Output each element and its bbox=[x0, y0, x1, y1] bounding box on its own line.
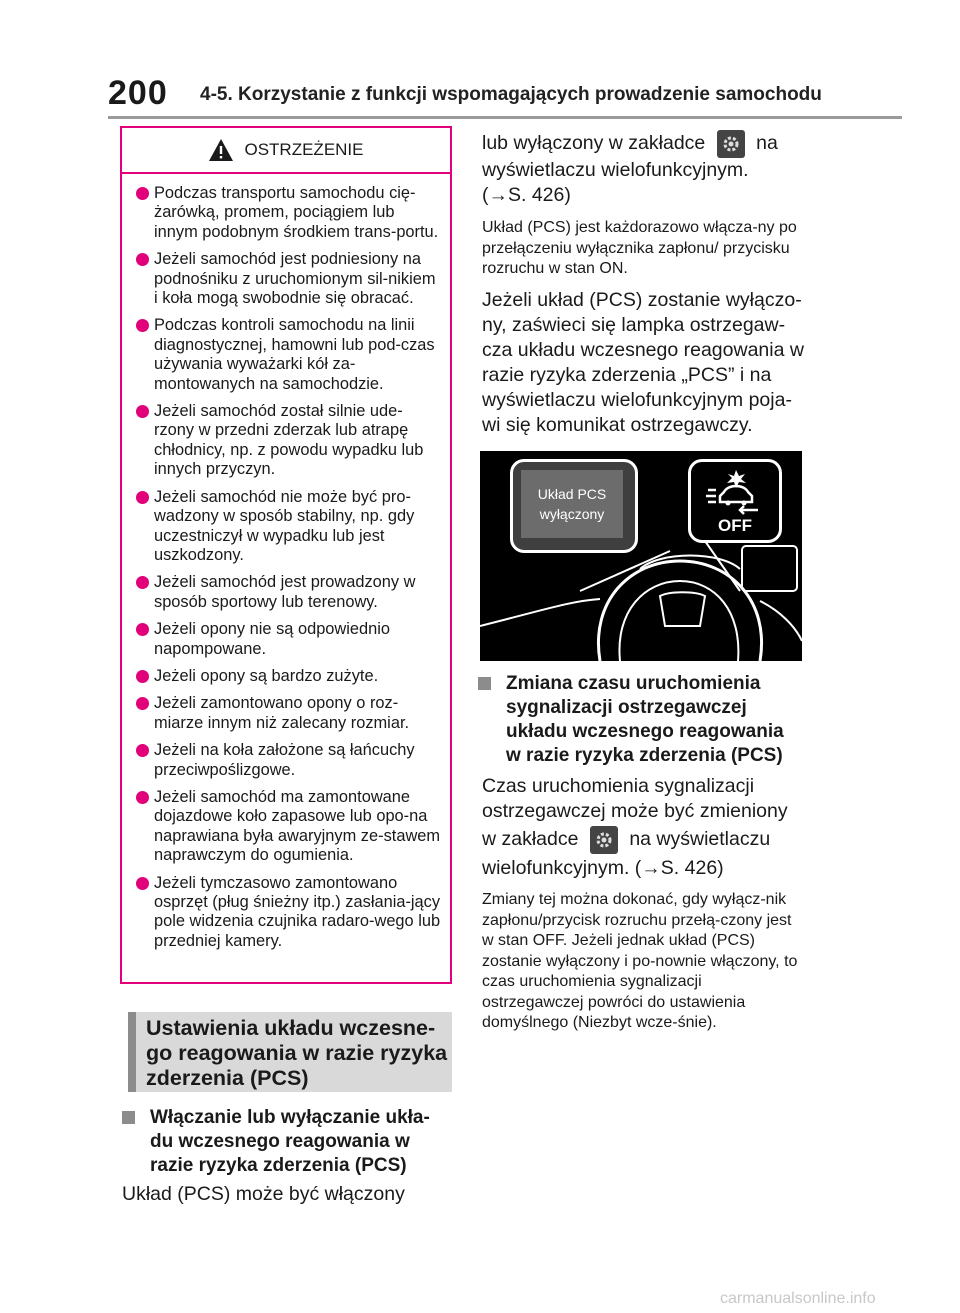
settings-gear-icon bbox=[717, 130, 745, 158]
note-2: Zmiany tej można dokonać, gdy wyłącz-nik zapłonu/przycisk rozruchu przełą-czony jest w stan OFF. Jeżeli jednak układ (PCS) zostanie wyłączony i po-nownie włączony, to czas uruchomienia sygnalizacji ostrzegawczej powróci do ustawienia domyślnego (Niezbyt wcze-śnie). bbox=[482, 891, 798, 1031]
warning-title: OSTRZEŻENIE bbox=[244, 140, 364, 159]
subheading-timing: Zmiana czasu uruchomienia sygnalizacji ostrzegawczej układu wczesnego reagowania w razie ryzyka zderzenia (PCS) bbox=[506, 672, 802, 768]
bullet-icon bbox=[136, 491, 149, 504]
subheading-toggle: Włączanie lub wyłączanie ukła-du wczesnego reagowania w razie ryzyka zderzenia (PCS) bbox=[150, 1106, 452, 1178]
warning-triangle-icon bbox=[208, 138, 234, 162]
bullet-icon bbox=[136, 576, 149, 589]
warning-item: Podczas transportu samochodu cię-żarówką, promem, pociągiem lub innym podobnym środkiem trans-portu. bbox=[136, 184, 442, 242]
warning-item: Jeżeli na koła założone są łańcuchy przeciwpoślizgowe. bbox=[136, 741, 442, 780]
indicator-callout bbox=[688, 459, 782, 543]
note-1: Układ (PCS) jest każdorazowo włącza-ny po przełączeniu wyłącznika zapłonu/ przycisku rozruchu w stan ON. bbox=[482, 219, 797, 277]
off-label: OFF bbox=[718, 516, 752, 535]
body-paragraph-3: Czas uruchomienia sygnalizacji ostrzegawczej może być zmieniony bbox=[482, 775, 788, 822]
body-paragraph-3-end: wielofunkcyjnym. (→S. 426) bbox=[482, 857, 724, 879]
display-screen: Układ PCS wyłączony bbox=[521, 470, 623, 538]
bullet-icon bbox=[136, 697, 149, 710]
dashboard-illustration bbox=[480, 451, 802, 661]
page-number: 200 bbox=[108, 74, 168, 112]
chapter-title: 4-5. Korzystanie z funkcji wspomagających prowadzenie samochodu bbox=[200, 84, 822, 105]
bullet-icon bbox=[136, 253, 149, 266]
warning-box bbox=[120, 126, 452, 984]
bullet-icon bbox=[136, 187, 149, 200]
warning-item: Jeżeli zamontowano opony o roz-miarze innym niż zalecany rozmiar. bbox=[136, 694, 442, 733]
bullet-icon bbox=[136, 744, 149, 757]
section-title: Ustawienia układu wczesne-go reagowania w razie ryzyka zderzenia (PCS) bbox=[128, 1012, 452, 1092]
warning-header bbox=[122, 128, 450, 174]
square-bullet-icon bbox=[122, 1111, 135, 1124]
body-text-left: Układ (PCS) może być włączony bbox=[122, 1183, 405, 1205]
warning-item: Jeżeli opony nie są odpowiednio napompowane. bbox=[136, 620, 442, 659]
warning-item: Jeżeli samochód jest prowadzony w sposób sportowy lub terenowy. bbox=[136, 573, 442, 612]
warning-item: Jeżeli samochód jest podniesiony na podnośniku z uruchomionym sil-nikiem i koła mogą swobodnie się obracać. bbox=[136, 250, 442, 308]
bullet-icon bbox=[136, 623, 149, 636]
bullet-icon bbox=[136, 877, 149, 890]
warning-item: Jeżeli samochód został silnie ude-rzony w przedni zderzak lub atrapę chłodnicy, np. z powodu wypadku lub innych przyczyn. bbox=[136, 402, 442, 480]
warning-item: Podczas kontroli samochodu na linii diagnostycznej, hamowni lub pod-czas używania wyważarki kół za-montowanych na samochodzie. bbox=[136, 316, 442, 394]
header-divider bbox=[108, 116, 902, 119]
warning-item: Jeżeli opony są bardzo zużyte. bbox=[136, 667, 442, 686]
bullet-icon bbox=[136, 791, 149, 804]
bullet-icon bbox=[136, 670, 149, 683]
body-paragraph-3-line: w zakładce na wyświetlaczu bbox=[482, 826, 804, 854]
warning-list bbox=[122, 174, 450, 951]
warning-item: Jeżeli tymczasowo zamontowano osprzęt (pług śnieżny itp.) zasłania-jący pole widzenia czujnika radaro-wego lub przedniej kamery. bbox=[136, 874, 442, 952]
footer-watermark: carmanualsonline.info bbox=[720, 1290, 876, 1307]
square-bullet-icon bbox=[478, 677, 491, 690]
body-paragraph-1: lub wyłączony w zakładce na wyświetlaczu wielofunkcyjnym. (→S. 426) bbox=[482, 130, 804, 208]
bullet-icon bbox=[136, 405, 149, 418]
warning-item: Jeżeli samochód nie może być pro-wadzony w sposób stabilny, np. gdy uczestniczył w wypadku lub jest uszkodzony. bbox=[136, 488, 442, 566]
body-paragraph-2: Jeżeli układ (PCS) zostanie wyłączo-ny, zaświeci się lampka ostrzegaw-cza układu wczesnego reagowania w razie ryzyka zderzenia „PCS” i na wyświetlaczu wielofunkcyjnym poja-wi się komunikat ostrzegawczy. bbox=[482, 289, 804, 436]
bullet-icon bbox=[136, 319, 149, 332]
pcs-warning-light-icon bbox=[694, 466, 776, 516]
warning-item: Jeżeli samochód ma zamontowane dojazdowe koło zapasowe lub opo-na naprawiana była awaryjnym ze-stawem naprawczym do ogumienia. bbox=[136, 788, 442, 866]
display-callout bbox=[510, 459, 638, 553]
settings-gear-icon bbox=[590, 826, 618, 854]
